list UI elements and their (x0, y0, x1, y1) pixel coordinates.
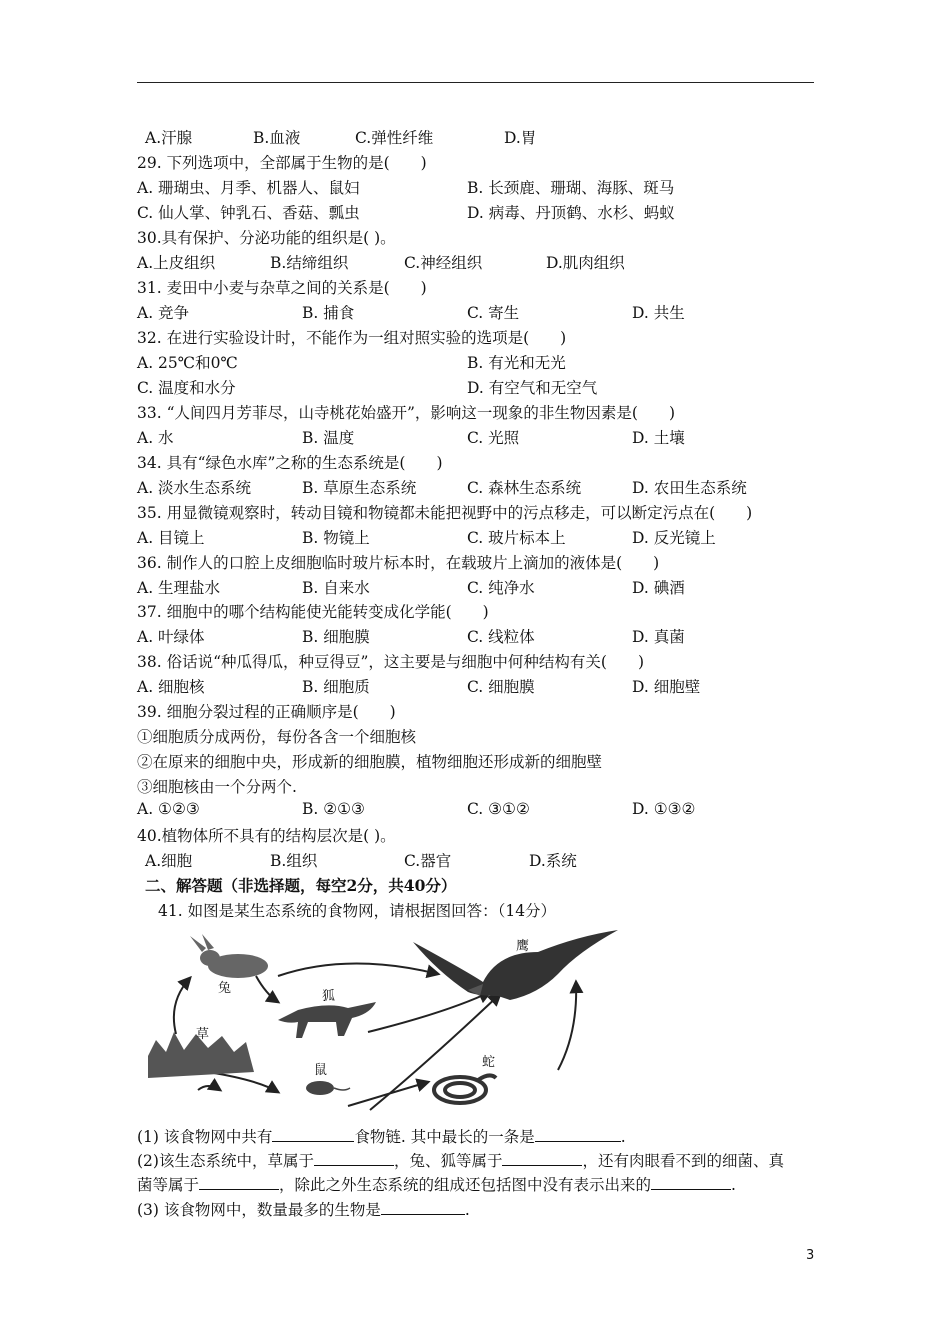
q41-blank-3[interactable] (314, 1148, 394, 1166)
q41-p2-text-e: ，除此之外生态系统的组成还包括图中没有表示出来的 (279, 1176, 652, 1194)
q31-option-d: D. 共生 (632, 304, 685, 322)
q38-stem: 38. 俗话说“种瓜得瓜，种豆得豆”，这主要是与细胞中何种结构有关( ) (137, 653, 645, 671)
q39-step-1: ①细胞质分成两份，每份各含一个细胞核 (137, 728, 417, 746)
q41-p2-text-f: . (731, 1176, 736, 1194)
q37-option-b: B. 细胞膜 (302, 628, 370, 646)
grass-label: 草 (196, 1027, 210, 1042)
q30-option-c: C.神经组织 (404, 254, 483, 272)
q35-stem: 35. 用显微镜观察时，转动目镜和物镜都未能把视野中的污点移走，可以断定污点在( ) (137, 504, 753, 522)
q30-option-b: B.结缔组织 (270, 254, 349, 272)
q41-blank-7[interactable] (381, 1197, 465, 1215)
q32-stem: 32. 在进行实验设计时，不能作为一组对照实验的选项是( ) (137, 329, 567, 347)
q28-option-a: A.汗腺 (145, 129, 193, 147)
q32-option-c: C. 温度和水分 (137, 379, 236, 397)
q41-p2-text-c: ，还有肉眼看不到的细菌、真 (582, 1152, 784, 1170)
q36-option-d: D. 碘酒 (632, 579, 685, 597)
q41-p2-text-a: (2)该生态系统中，草属于 (137, 1152, 314, 1170)
header-rule (137, 82, 814, 83)
q40-option-c: C.器官 (404, 852, 452, 870)
arrow-grass-to-rabbit (174, 978, 190, 1034)
q30-option-a: A.上皮组织 (137, 254, 216, 272)
q35-option-a: A. 目镜上 (137, 529, 205, 547)
q40-option-d: D.系统 (529, 852, 577, 870)
q30-option-d: D.肌肉组织 (546, 254, 625, 272)
q40-stem: 40.植物体所不具有的结构层次是( )。 (137, 827, 396, 845)
q36-option-c: C. 纯净水 (467, 579, 535, 597)
mouse-label: 鼠 (314, 1063, 328, 1078)
q29-option-d: D. 病毒、丹顶鹤、水杉、蚂蚁 (467, 204, 675, 222)
q31-option-a: A. 竞争 (137, 304, 190, 322)
q39-step-3: ③细胞核由一个分两个. (137, 778, 297, 796)
q41-p2-text-b: ，兔、狐等属于 (393, 1152, 503, 1170)
q41-blank-2[interactable] (535, 1124, 621, 1142)
q41-part-1 (137, 1124, 626, 1147)
q41-p1-text-b: 食物链. 其中最长的一条是 (354, 1128, 535, 1146)
q33-option-a: A. 水 (137, 429, 174, 447)
q35-option-d: D. 反光镜上 (632, 529, 716, 547)
snake-figure (434, 1075, 496, 1103)
q33-option-b: B. 温度 (302, 429, 355, 447)
arrow-rabbit-to-fox (256, 976, 278, 1002)
q34-option-b: B. 草原生态系统 (302, 479, 417, 497)
q38-option-c: C. 细胞膜 (467, 678, 535, 696)
q28-option-c: C.弹性纤维 (355, 129, 434, 147)
q32-option-d: D. 有空气和无空气 (467, 379, 598, 397)
q28-option-d: D.胃 (504, 129, 537, 147)
q39-option-b: B. ②①③ (302, 800, 365, 818)
q28-option-b: B.血液 (253, 129, 301, 147)
q39-option-d: D. ①③② (632, 800, 696, 818)
q31-option-b: B. 捕食 (302, 304, 355, 322)
hawk-label: 鹰 (516, 939, 530, 954)
q36-option-b: B. 自来水 (302, 579, 370, 597)
arrow-mouse-to-snake (348, 1082, 428, 1106)
mouse-figure (306, 1081, 350, 1095)
q38-option-d: D. 细胞壁 (632, 678, 701, 696)
q41-p2-text-d: 菌等属于 (137, 1176, 200, 1194)
arrow-fox-to-hawk (368, 992, 490, 1032)
q41-p1-text-c: . (620, 1128, 626, 1146)
q41-blank-6[interactable] (651, 1172, 731, 1190)
q40-option-b: B.组织 (270, 852, 318, 870)
q35-option-c: C. 玻片标本上 (467, 529, 566, 547)
q33-option-d: D. 土壤 (632, 429, 685, 447)
q32-option-b: B. 有光和无光 (467, 354, 566, 372)
q33-stem: 33. “人间四月芳菲尽，山寺桃花始盛开”，影响这一现象的非生物因素是( ) (137, 404, 676, 422)
q29-option-b: B. 长颈鹿、珊瑚、海豚、斑马 (467, 179, 675, 197)
q36-option-a: A. 生理盐水 (137, 579, 221, 597)
q33-option-c: C. 光照 (467, 429, 520, 447)
q37-option-d: D. 真菌 (632, 628, 685, 646)
food-web-figure (138, 922, 624, 1112)
fox-label: 狐 (322, 989, 336, 1004)
arrow-snake-to-hawk (558, 982, 576, 1070)
q39-option-a: A. ①②③ (137, 800, 200, 818)
q41-blank-4[interactable] (502, 1148, 582, 1166)
q41-blank-1[interactable] (272, 1124, 354, 1142)
arrow-rabbit-to-hawk (278, 963, 438, 976)
page-number: 3 (806, 1248, 815, 1263)
q39-step-2: ②在原来的细胞中央，形成新的细胞膜，植物细胞还形成新的细胞壁 (137, 753, 603, 771)
q34-stem: 34. 具有“绿色水库”之称的生态系统是( ) (137, 454, 443, 472)
q31-stem: 31. 麦田中小麦与杂草之间的关系是( ) (137, 279, 427, 297)
q37-option-a: A. 叶绿体 (137, 628, 205, 646)
rabbit-label: 兔 (218, 981, 232, 996)
q41-blank-5[interactable] (199, 1172, 279, 1190)
q35-option-b: B. 物镜上 (302, 529, 370, 547)
q29-option-a: A. 珊瑚虫、月季、机器人、鼠妇 (137, 179, 360, 197)
q32-option-a: A. 25℃和0℃ (137, 354, 238, 372)
q34-option-d: D. 农田生态系统 (632, 479, 747, 497)
q34-option-c: C. 森林生态系统 (467, 479, 582, 497)
section-2-heading: 二、解答题（非选择题，每空2分，共40分） (145, 876, 457, 895)
snake-label: 蛇 (482, 1055, 496, 1070)
q41-p3-text-b: . (464, 1201, 470, 1219)
q41-part-2 (137, 1148, 784, 1171)
q39-option-c: C. ③①② (467, 800, 530, 818)
q29-stem: 29. 下列选项中，全部属于生物的是( ) (137, 154, 427, 172)
q37-option-c: C. 线粒体 (467, 628, 535, 646)
q41-p1-text-a: (1) 该食物网中共有 (137, 1128, 273, 1146)
q41-stem: 41. 如图是某生态系统的食物网，请根据图回答：（14分） (158, 902, 557, 920)
q38-option-b: B. 细胞质 (302, 678, 370, 696)
q29-option-c: C. 仙人掌、钟乳石、香菇、瓢虫 (137, 204, 360, 222)
q41-p3-text-a: (3) 该食物网中，数量最多的生物是 (137, 1201, 381, 1219)
q31-option-c: C. 寄生 (467, 304, 520, 322)
q40-option-a: A.细胞 (145, 852, 193, 870)
q36-stem: 36. 制作人的口腔上皮细胞临时玻片标本时，在载玻片上滴加的液体是( ) (137, 554, 660, 572)
q37-stem: 37. 细胞中的哪个结构能使光能转变成化学能( ) (137, 603, 489, 621)
q34-option-a: A. 淡水生态系统 (137, 479, 252, 497)
q38-option-a: A. 细胞核 (137, 678, 205, 696)
q41-part-3 (137, 1197, 470, 1220)
q39-stem: 39. 细胞分裂过程的正确顺序是( ) (137, 703, 396, 721)
fox-figure (278, 1002, 376, 1038)
rabbit-figure (190, 934, 268, 978)
q41-part-2-cont (137, 1172, 736, 1195)
arrow-grass-to-mouse (198, 1086, 220, 1090)
q30-stem: 30.具有保护、分泌功能的组织是( )。 (137, 229, 396, 247)
